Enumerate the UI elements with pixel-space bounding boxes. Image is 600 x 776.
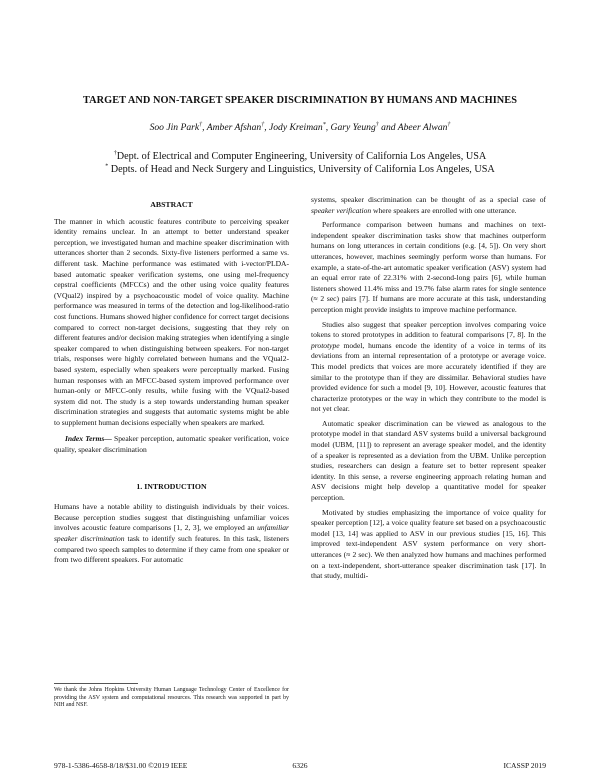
paragraph: Automatic speaker discrimination can be viewed as analogous to the prototype model in that standard ASV systems build a universal background model (UBM, [11]) to represent an average speaker model, and the identity of a speaker is represented as a deviation from the UBM. Unlike perception studies, researchers can design a feature set to better represent speaker identity. In this sense, a reverse engineering approach relating human and ASV decisions might help develop a quantitative model for speaker perception. bbox=[311, 418, 546, 503]
affiliation-mark: † bbox=[447, 121, 451, 128]
affiliation-text: Depts. of Head and Neck Surgery and Linguistics, University of California Los Angeles, USA bbox=[110, 164, 495, 175]
affiliation-mark: † bbox=[113, 150, 117, 157]
paper-title: TARGET AND NON-TARGET SPEAKER DISCRIMINATION BY HUMANS AND MACHINES bbox=[83, 95, 517, 106]
abstract-heading: ABSTRACT bbox=[150, 200, 193, 209]
paragraph-emphasis: prototype bbox=[311, 340, 340, 350]
intro-paragraph bbox=[54, 502, 289, 566]
introduction-heading: 1. INTRODUCTION bbox=[136, 481, 207, 491]
author-name: Soo Jin Park bbox=[149, 122, 200, 133]
author-name: Gary Yeung bbox=[330, 122, 376, 133]
footnote: We thank the Johns Hopkins University Human Language Technology Center of Excellence for providing the ASV system and computational resources. This research was supported in part by NIH and NSF. bbox=[54, 687, 289, 709]
intro-emphasis: unfamiliar speaker discrimination bbox=[54, 523, 289, 544]
intro-text: task to identify such features. In this task, listeners compared two speech samples to determine if they came from one speaker or from two different speakers. For automatic bbox=[54, 534, 289, 565]
affiliation-mark: † bbox=[199, 121, 203, 128]
abstract-body: The manner in which acoustic features contribute to perceiving speaker identity remains unclear. In an attempt to better understand speaker perception, we investigated human and machine speaker discrimination with utterances shorter than 2 seconds. Sixty-five listeners performed a same vs. different task. Machine performance was estimated with i-vector/PLDA-based automatic speaker verification systems, one using mel-frequency cepstral coefficients (MFCCs) and the other using voice quality features (VQual2) inspired by a psychoacoustic model of voice quality. Machine performance was measured in terms of the detection and log-likelihood-ratio cost functions. Humans showed higher confidence for correct target decisions compared to correct non-target decisions, suggesting that they rely on different features and/or decision making strategies when identifying a single speaker compared to when distinguishing between speakers. For non-target trials, responses were highly correlated between humans and the VQual2-based system, especially when speakers were perceptually marked. Fusing human responses with an MFCC-based system improved performance over human-only or MFCC-only results, while fusing with the VQual2-based system did not. The study is a step towards understanding human speaker discrimination strategies and suggests that automatic systems might be able to supplement human decisions especially when speakers are marked. bbox=[54, 216, 289, 427]
right-column bbox=[311, 195, 546, 582]
author-list bbox=[0, 122, 600, 133]
paragraph bbox=[311, 320, 546, 415]
footer-copyright: 978-1-5386-4658-8/18/$31.00 ©2019 IEEE bbox=[54, 761, 188, 770]
author-name: Abeer Alwan bbox=[397, 122, 448, 133]
separator: and bbox=[378, 122, 398, 133]
author-name: Amber Afshan bbox=[206, 122, 262, 133]
index-terms-label: Index Terms— bbox=[65, 434, 112, 444]
paragraph: Performance comparison between humans and machines on text-independent speaker discrimination tasks show that machines outperform humans on long utterances in certain conditions (e.g. [4, 5]). On very short utterances, however, machines seemingly perform worse than humans. For example, a state-of-the-art automatic speaker verification (ASV) system had an equal error rate of 22.31% with 2-second-long pairs [6], while human listeners showed 11.4% miss and 19.7% false alarm rates for single sentence (≈ 2 sec) pairs [7]. If humans are more accurate at this task, understanding perception might provide insights to improve machine performance. bbox=[311, 220, 546, 314]
paragraph-text: Studies also suggest that speaker perception involves comparing voice tokens to stored prototypes in addition to featural comparisons [7, 8]. In the bbox=[311, 319, 546, 340]
paragraph-emphasis: speaker verification bbox=[311, 205, 372, 215]
paragraph bbox=[311, 195, 546, 216]
affiliation-text: Dept. of Electrical and Computer Engineering, University of California Los Angeles, USA bbox=[116, 151, 487, 162]
affiliation-head-neck bbox=[0, 164, 600, 175]
affiliation-mark: * bbox=[322, 121, 326, 128]
index-terms-text: Speaker perception, automatic speaker verification, voice quality, speaker discrimination bbox=[54, 434, 289, 455]
paragraph-text: systems, speaker discrimination can be thought of as a special case of bbox=[311, 195, 546, 204]
affiliation-mark: * bbox=[105, 163, 109, 170]
author-name: Jody Kreiman bbox=[269, 122, 323, 133]
affiliation-mark: † bbox=[261, 121, 265, 128]
separator: , bbox=[264, 122, 269, 133]
separator: , bbox=[202, 122, 207, 133]
footnote-rule bbox=[54, 683, 138, 684]
affiliation-mark: † bbox=[375, 121, 379, 128]
affiliation-ece bbox=[0, 151, 600, 162]
left-column bbox=[54, 200, 289, 566]
page-number: 6326 bbox=[292, 761, 308, 770]
paragraph-text: where speakers are enrolled with one utterance. bbox=[371, 205, 517, 215]
conference-name: ICASSP 2019 bbox=[503, 761, 546, 770]
paragraph-text: model, humans encode the identity of a voice in terms of its deviations from an internal representation of a prototype or average voice. This model predicts that voices are more accurately identified if they are similar to the prototype than if they are dissimilar. Behavioral studies have provided evidence for such a model [9, 10]. However, acoustic features that characterize prototypes or the way in which they contribute to the model is not yet clear. bbox=[311, 340, 546, 414]
separator: , bbox=[325, 122, 331, 133]
index-terms bbox=[54, 434, 289, 455]
intro-text: Humans have a notable ability to distinguish individuals by their voices. Because perception studies suggest that distinguishing unfamiliar voices involves acoustic feature comparisons [1, 2, 3], we employed an bbox=[54, 502, 289, 533]
paragraph: Motivated by studies emphasizing the importance of voice quality for speaker perception [12], a voice quality feature set based on a psychoacoustic model [13, 14] was applied to ASV in our previous studies [15, 16]. This improved text-independent ASV system performance on very short-utterances (≈ 2 sec). We then analyzed how humans and machines performed on a text-independent, short-utterance speaker discrimination task [17]. In that study, multidi- bbox=[311, 507, 546, 581]
